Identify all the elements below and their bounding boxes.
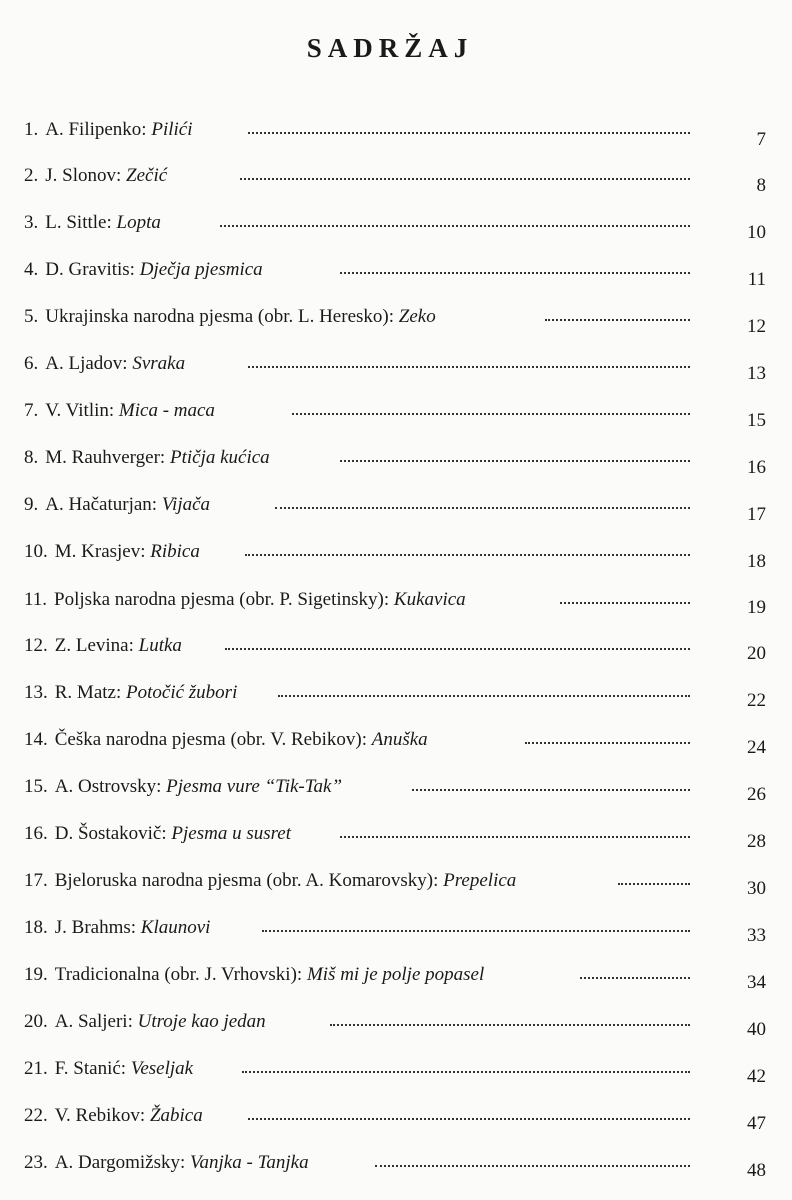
toc-entry-page-number: 26 — [747, 784, 766, 805]
toc-dot-leader — [248, 364, 690, 368]
toc-entry-number: 14. — [24, 729, 48, 750]
toc-entry-label — [24, 588, 466, 612]
toc-entry-page-number: 24 — [747, 737, 766, 758]
toc-dot-leader — [412, 787, 690, 791]
toc-entry-composer: L. Sittle: — [45, 212, 112, 233]
toc-dot-leader — [330, 1022, 690, 1026]
toc-entry-page-number: 33 — [747, 925, 766, 946]
toc-entry-work: Kukavica — [393, 589, 466, 610]
toc-entry-page-number: 16 — [747, 457, 766, 478]
toc-dot-leader — [545, 317, 690, 321]
toc-entry-label — [24, 258, 263, 282]
toc-dot-leader — [292, 411, 690, 415]
toc-entry-work: Pjesma vure “Tik-Tak” — [166, 776, 343, 797]
toc-entry-work: Žabica — [149, 1105, 203, 1126]
toc-entry-number: 20. — [24, 1011, 48, 1032]
toc-entry-composer: Češka narodna pjesma (obr. V. Rebikov): — [54, 729, 367, 750]
toc-dot-leader — [245, 552, 690, 556]
toc-entry-number: 3. — [24, 212, 39, 233]
toc-entry-work: Utroje kao jedan — [137, 1011, 266, 1032]
toc-entry-label — [24, 446, 270, 470]
toc-entry-number: 19. — [24, 964, 48, 985]
toc-entry-page-number: 48 — [747, 1160, 766, 1181]
toc-entry-label — [24, 963, 484, 987]
toc-entry-work: Lopta — [116, 212, 161, 233]
toc-entry-label — [24, 681, 237, 705]
toc-entry-composer: R. Matz: — [54, 682, 122, 703]
toc-dot-leader — [248, 1116, 690, 1120]
toc-entry-page-number: 34 — [747, 972, 766, 993]
toc-entry-label — [24, 305, 436, 329]
toc-entry-number: 17. — [24, 870, 48, 891]
toc-entry-number: 2. — [24, 165, 39, 186]
toc-entry — [0, 775, 792, 805]
toc-entry — [0, 258, 792, 288]
toc-entry-page-number: 22 — [747, 690, 766, 711]
toc-entry-work: Ptičja kućica — [169, 447, 270, 468]
toc-dot-leader — [340, 458, 690, 462]
toc-entry — [0, 493, 792, 523]
toc-entry-page-number: 10 — [747, 222, 766, 243]
toc-entry — [0, 399, 792, 429]
toc-dot-leader — [262, 928, 690, 932]
toc-entry-composer: Poljska narodna pjesma (obr. P. Sigetinsky): — [54, 589, 390, 610]
page-title: SADRŽAJ — [306, 33, 474, 63]
toc-entry — [0, 352, 792, 382]
toc-dot-leader — [275, 505, 690, 509]
toc-dot-leader — [340, 270, 690, 274]
toc-dot-leader — [375, 1163, 690, 1167]
toc-entry-composer: Ukrajinska narodna pjesma (obr. L. Heresko): — [45, 306, 395, 327]
toc-entry-page-number: 17 — [747, 504, 766, 525]
toc-entry-label — [24, 634, 182, 658]
toc-entry-page-number: 28 — [747, 831, 766, 852]
toc-entry-composer: M. Krasjev: — [54, 541, 146, 562]
toc-entry — [0, 446, 792, 476]
toc-entry — [0, 1010, 792, 1040]
toc-entry-number: 22. — [24, 1105, 48, 1126]
toc-entry-work: Mica - maca — [118, 400, 215, 421]
toc-entry-label — [24, 493, 210, 517]
toc-dot-leader — [525, 740, 690, 744]
toc-entry-label — [24, 211, 161, 235]
toc-entry-composer: A. Saljeri: — [54, 1011, 133, 1032]
toc-entry-work: Zeko — [398, 306, 436, 327]
toc-entry — [0, 1104, 792, 1134]
toc-entry-work: Zečić — [126, 165, 168, 186]
toc-entry-label — [24, 118, 193, 142]
toc-entry-work: Pjesma u susret — [171, 823, 292, 844]
toc-entry-page-number: 47 — [747, 1113, 766, 1134]
toc-entry — [0, 588, 792, 618]
toc-entry — [0, 869, 792, 899]
toc-entry-label — [24, 822, 291, 846]
toc-entry-composer: A. Ljadov: — [45, 353, 128, 374]
toc-entry — [0, 118, 792, 148]
toc-entry-composer: V. Rebikov: — [54, 1105, 146, 1126]
toc-entry-page-number: 19 — [747, 597, 766, 618]
toc-dot-leader — [580, 975, 690, 979]
toc-dot-leader — [618, 881, 690, 885]
toc-entry-work: Prepelica — [443, 870, 517, 891]
toc-entry-page-number: 42 — [747, 1066, 766, 1087]
toc-entry-work: Svraka — [132, 353, 186, 374]
toc-entry-composer: A. Dargomižsky: — [54, 1152, 186, 1173]
toc-entry-number: 6. — [24, 353, 39, 374]
toc-entry-composer: Bjeloruska narodna pjesma (obr. A. Komarovsky): — [54, 870, 439, 891]
toc-dot-leader — [248, 130, 690, 134]
toc-entry-work: Vanjka - Tanjka — [190, 1152, 309, 1173]
toc-entry-page-number: 15 — [747, 410, 766, 431]
toc-entry — [0, 540, 792, 570]
toc-entry-work: Veseljak — [130, 1058, 194, 1079]
toc-entry-composer: J. Brahms: — [54, 917, 137, 938]
toc-dot-leader — [225, 646, 690, 650]
toc-entry — [0, 164, 792, 194]
toc-entry-number: 9. — [24, 494, 39, 515]
toc-entry-composer: D. Šostakovič: — [54, 823, 167, 844]
toc-entry-number: 13. — [24, 682, 48, 703]
toc-entry-page-number: 8 — [756, 175, 766, 196]
toc-dot-leader — [560, 600, 690, 604]
toc-entry-number: 7. — [24, 400, 39, 421]
toc-dot-leader — [240, 176, 690, 180]
toc-entry-page-number: 20 — [747, 643, 766, 664]
toc-entry-page-number: 18 — [747, 551, 766, 572]
toc-entry-number: 4. — [24, 259, 39, 280]
toc-entry-number: 15. — [24, 776, 48, 797]
toc-entry-number: 12. — [24, 635, 48, 656]
toc-entry-work: Miš mi je polje popasel — [306, 964, 485, 985]
toc-entry-number: 16. — [24, 823, 48, 844]
toc-entry-work: Klaunovi — [140, 917, 211, 938]
toc-entry-label — [24, 352, 185, 376]
toc-dot-leader — [220, 223, 690, 227]
toc-entry — [0, 822, 792, 852]
toc-entry-composer: A. Hačaturjan: — [45, 494, 158, 515]
toc-entry-number: 18. — [24, 917, 48, 938]
toc-entry-work: Anuška — [371, 729, 428, 750]
toc-entry-label — [24, 1151, 309, 1175]
toc-entry — [0, 916, 792, 946]
toc-entry-composer: A. Filipenko: — [45, 119, 147, 140]
toc-entry-page-number: 11 — [747, 269, 766, 290]
toc-entry-composer: Z. Levina: — [54, 635, 134, 656]
toc-entry-number: 1. — [24, 119, 39, 140]
toc-entry-label — [24, 916, 210, 940]
toc-entry — [0, 963, 792, 993]
toc-entry-label — [24, 164, 167, 188]
toc-entry — [0, 305, 792, 335]
toc-entry-composer: A. Ostrovsky: — [54, 776, 162, 797]
toc-entry-number: 10. — [24, 541, 48, 562]
toc-entry-number: 8. — [24, 447, 39, 468]
toc-dot-leader — [242, 1069, 690, 1073]
toc-entry-label — [24, 1010, 266, 1034]
toc-entry — [0, 1151, 792, 1181]
toc-entry-number: 21. — [24, 1058, 48, 1079]
toc-entry-number: 5. — [24, 306, 39, 327]
toc-entry-work: Ribica — [150, 541, 200, 562]
toc-entry — [0, 634, 792, 664]
toc-entry-page-number: 30 — [747, 878, 766, 899]
toc-entry-label — [24, 869, 516, 893]
toc-entry — [0, 1057, 792, 1087]
toc-entry-composer: Tradicionalna (obr. J. Vrhovski): — [54, 964, 303, 985]
toc-entry-number: 11. — [24, 589, 48, 610]
toc-entry — [0, 211, 792, 241]
toc-entry-label — [24, 540, 200, 564]
toc-entry-work: Lutka — [138, 635, 182, 656]
toc-entry — [0, 681, 792, 711]
toc-entry-work: Vijača — [161, 494, 211, 515]
toc-entry-composer: J. Slonov: — [45, 165, 122, 186]
toc-entry-page-number: 7 — [756, 129, 766, 150]
toc-entry-label — [24, 775, 342, 799]
toc-entry-label — [24, 728, 428, 752]
toc-entry-page-number: 40 — [747, 1019, 766, 1040]
toc-entry-work: Pilići — [151, 119, 193, 140]
toc-entry-composer: D. Gravitis: — [45, 259, 135, 280]
toc-entry-composer: V. Vitlin: — [45, 400, 115, 421]
toc-entry-label — [24, 1104, 203, 1128]
toc-dot-leader — [278, 693, 690, 697]
toc-dot-leader — [340, 834, 690, 838]
toc-entry-page-number: 12 — [747, 316, 766, 337]
toc-entry-composer: F. Stanić: — [54, 1058, 127, 1079]
toc-entry-work: Dječja pjesmica — [139, 259, 263, 280]
toc-entry-composer: M. Rauhverger: — [45, 447, 166, 468]
toc-entry-work: Potočić žubori — [126, 682, 238, 703]
toc-entry-number: 23. — [24, 1152, 48, 1173]
toc-entry-page-number: 13 — [747, 363, 766, 384]
toc-entry-label — [24, 399, 215, 423]
toc-entry — [0, 728, 792, 758]
toc-entry-label — [24, 1057, 193, 1081]
